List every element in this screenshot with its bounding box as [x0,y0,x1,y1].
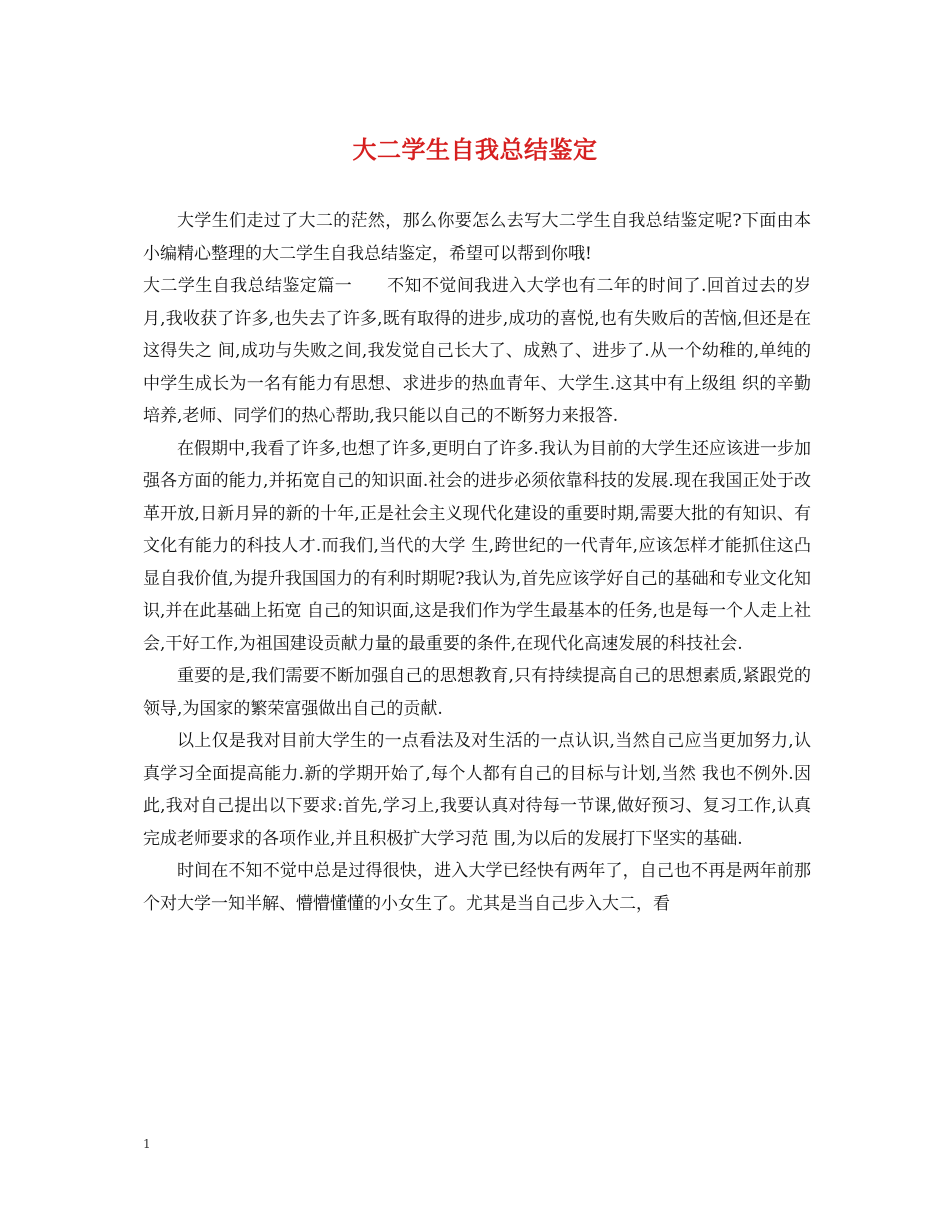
document-title: 大二学生自我总结鉴定 [352,135,598,164]
document-body [143,205,811,920]
paragraph-intro: 大学生们走过了大二的茫然，那么你要怎么去写大二学生自我总结鉴定呢?下面由本小编精心整理的大二学生自我总结鉴定，希望可以帮到你哦! [143,211,811,264]
paragraph-ideology: 重要的是,我们需要不断加强自己的思想教育,只有持续提高自己的思想素质,紧跟党的领导,为国家的繁荣富强做出自己的贡献. [143,666,811,719]
paragraph-study-plan: 以上仅是我对目前大学生的一点看法及对生活的一点认识,当然自己应当更加努力,认真学习全面提高能力.新的学期开始了,每个人都有自己的目标与计划,当然 我也不例外.因此,我对自己提出以下要求:首先,学习上,我要认真对待每一节课,做好预习、复习工作,认真完成老师要求的各项作业,并且积极扩大学习范 围,为以后的发展打下坚实的基础. [143,731,811,849]
paragraph-time-passes: 时间在不知不觉中总是过得很快，进入大学已经快有两年了，自己也不再是两年前那个对大学一知半解、懵懵懂懂的小女生了。尤其是当自己步入大二，看 [143,861,811,914]
paragraph-holiday-reflection: 在假期中,我看了许多,也想了许多,更明白了许多.我认为目前的大学生还应该进一步加强各方面的能力,并拓宽自己的知识面.社会的进步必须依靠科技的发展.现在我国正处于改革开放,日新月异的新的十年,正是社会主义现代化建设的重要时期,需要大批的有知识、有文化有能力的科技人才.而我们,当代的大学 生,跨世纪的一代青年,应该怎样才能抓住这凸显自我价值,为提升我国国力的有利时期呢?我认为,首先应该学好自己的基础和专业文化知识,并在此基础上拓宽 自己的知识面,这是我们作为学生最基本的任务,也是每一个人走上社会,干好工作,为祖国建设贡献力量的最重要的条件,在现代化高速发展的科技社会. [143,438,811,654]
page-number: 1 [143,1137,151,1151]
paragraph-part-one: 大二学生自我总结鉴定篇一 不知不觉间我进入大学也有二年的时间了.回首过去的岁月,我收获了许多,也失去了许多,既有取得的进步,成功的喜悦,也有失败后的苦恼,但还是在这得失之 间,成功与失败之间,我发觉自己长大了、成熟了、进步了.从一个幼稚的,单纯的中学生成长为一名有能力有思想、求进步的热血青年、大学生.这其中有上级组 织的辛勤培养,老师、同学们的热心帮助,我只能以自己的不断努力来报答. [143,276,811,426]
